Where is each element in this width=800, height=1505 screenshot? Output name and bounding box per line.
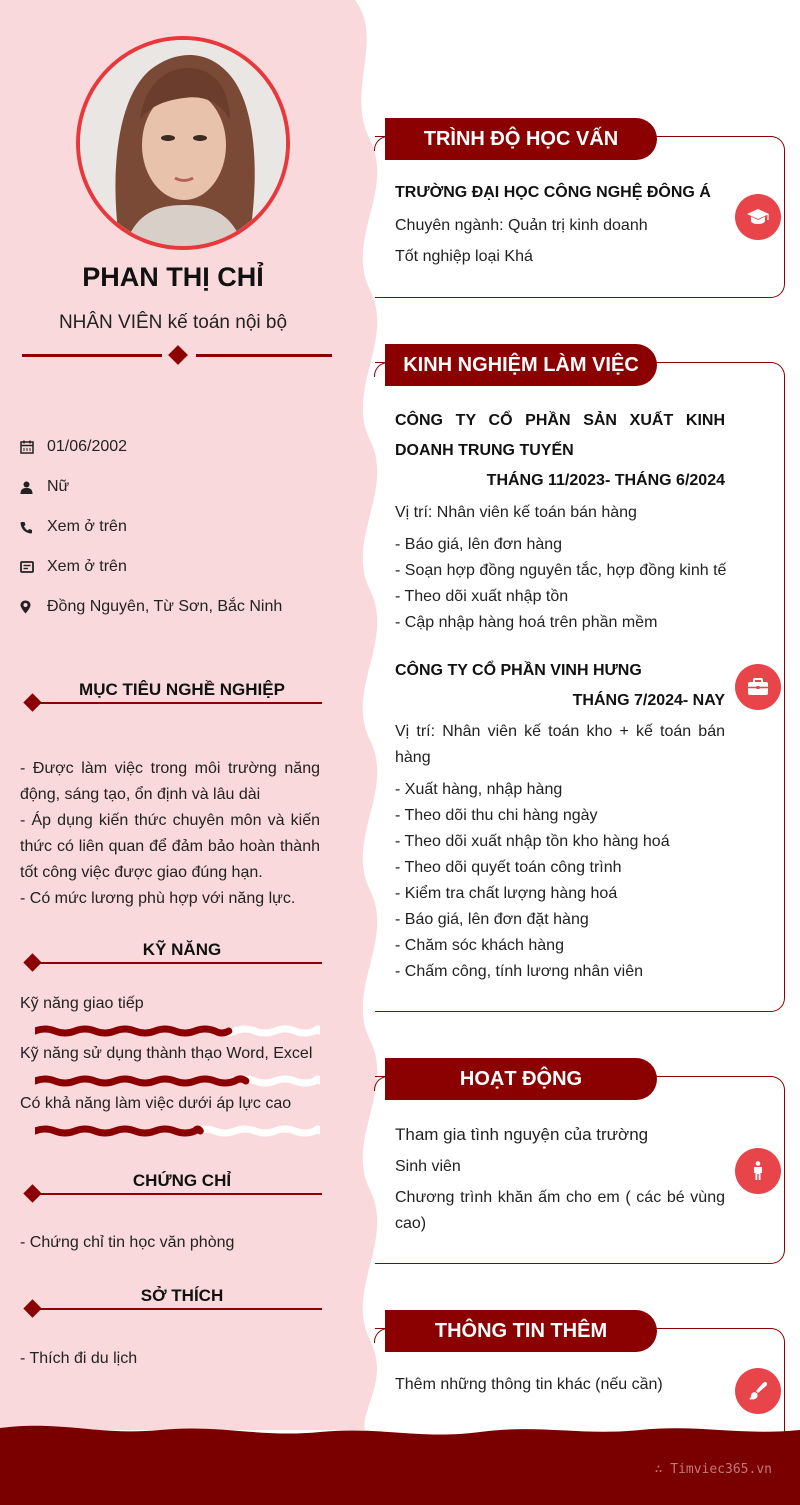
job-duties [395,532,735,636]
additional-text: Thêm những thông tin khác (nếu cần) [395,1376,663,1393]
education-major: Chuyên ngành: Quản trị kinh doanh [395,217,648,234]
user-icon [20,481,47,494]
hobby-item: - Thích đi du lịch [20,1350,138,1367]
duty-item: - Cập nhập hàng hoá trên phần mềm [395,614,658,631]
contact-gender: Nữ [20,475,69,499]
title-divider [22,345,332,365]
candidate-job-title: NHÂN VIÊN kế toán nội bộ [58,312,288,333]
additional-section [375,1310,785,1425]
phone-icon [20,521,47,534]
activities-section [375,1058,785,1266]
candidate-name: PHAN THỊ CHỈ [82,262,264,292]
duty-item: - Chấm công, tính lương nhân viên [395,963,644,980]
skill-bar [35,1124,320,1138]
job-position: Vị trí: Nhân viên kế toán kho + kế toán bán hàng [395,723,725,766]
duty-item: - Soạn hợp đồng nguyên tắc, hợp đồng kinh tế [395,562,727,579]
education-heading: TRÌNH ĐỘ HỌC VẤN [385,118,657,160]
additional-heading: THÔNG TIN THÊM [385,1310,657,1352]
school-name: TRƯỜNG ĐẠI HỌC CÔNG NGHỆ ĐÔNG Á [395,184,711,201]
duty-item: - Theo dõi xuất nhập tồn kho hàng hoá [395,833,670,850]
graduation-cap-icon [735,194,781,240]
skill-bar [35,1024,320,1038]
paintbrush-icon [735,1368,781,1414]
person-icon [735,1148,781,1194]
skill-label: Kỹ năng sử dụng thành thạo Word, Excel [20,1045,313,1062]
duty-item: - Báo giá, lên đơn đặt hàng [395,911,589,928]
education-section [375,118,785,300]
duty-item: - Chăm sóc khách hàng [395,937,564,954]
job-period: THÁNG 7/2024- NAY [572,692,725,709]
duty-item: - Theo dõi quyết toán công trình [395,859,622,876]
duty-item: - Kiểm tra chất lượng hàng hoá [395,885,618,902]
activity-item: Sinh viên [395,1158,461,1175]
duty-item: - Theo dõi xuất nhập tồn [395,588,569,605]
job-company: CÔNG TY CỔ PHẦN VINH HƯNG [395,662,642,679]
job-company: CÔNG TY CỔ PHẦN SẢN XUẤT KINH DOANH TRUNG TUYẾN [395,412,725,459]
certificate-item: - Chứng chỉ tin học văn phòng [20,1234,235,1251]
duty-item: - Báo giá, lên đơn hàng [395,536,563,553]
objective-heading: MỤC TIÊU NGHỀ NGHIỆP [22,680,322,710]
job-period: THÁNG 11/2023- THÁNG 6/2024 [486,472,725,489]
briefcase-icon [735,664,781,710]
activity-item: Chương trình khăn ấm cho em ( các bé vùng cao) [395,1189,725,1232]
calendar-icon [20,440,47,454]
skills-heading: KỸ NĂNG [22,940,322,970]
duty-item: - Xuất hàng, nhập hàng [395,781,563,798]
job-position: Vị trí: Nhân viên kế toán bán hàng [395,504,637,521]
experience-section [375,344,785,1014]
skill-bar-fill [35,1079,246,1083]
job-duties [395,777,735,985]
activities-heading: HOẠT ĐỘNG [385,1058,657,1100]
experience-heading: KINH NGHIỆM LÀM VIỆC [385,344,657,386]
education-grade: Tốt nghiệp loại Khá [395,248,533,265]
contact-birthday: 01/06/2002 [20,435,127,459]
email-icon [20,561,47,573]
profile-photo [76,36,290,250]
contact-email: Xem ở trên [20,555,127,579]
hobbies-heading: SỞ THÍCH [22,1286,322,1316]
duty-item: - Theo dõi thu chi hàng ngày [395,807,598,824]
watermark-text: ∴ Timviec365.vn [654,1462,772,1477]
skill-bar-fill [35,1129,200,1133]
contact-address: Đồng Nguyên, Từ Sơn, Bắc Ninh [20,595,282,619]
contact-phone: Xem ở trên [20,515,127,539]
activity-item: Tham gia tình nguyện của trường [395,1125,649,1144]
skill-label: Kỹ năng giao tiếp [20,995,144,1012]
skill-bar-fill [35,1029,229,1033]
location-pin-icon [20,600,47,614]
skill-bar [35,1074,320,1088]
certificates-heading: CHỨNG CHỈ [22,1171,322,1201]
skill-label: Có khả năng làm việc dưới áp lực cao [20,1095,292,1112]
objective-text: - Được làm việc trong môi trường năng động, sáng tạo, ổn định và lâu dài - Áp dụng kiến thức chuyên môn và kiến thức có liên quan để đảm bảo hoàn thành tốt công việc được giao đúng hạn. - Có mức lương phù hợp với năng lực. [20,760,320,907]
